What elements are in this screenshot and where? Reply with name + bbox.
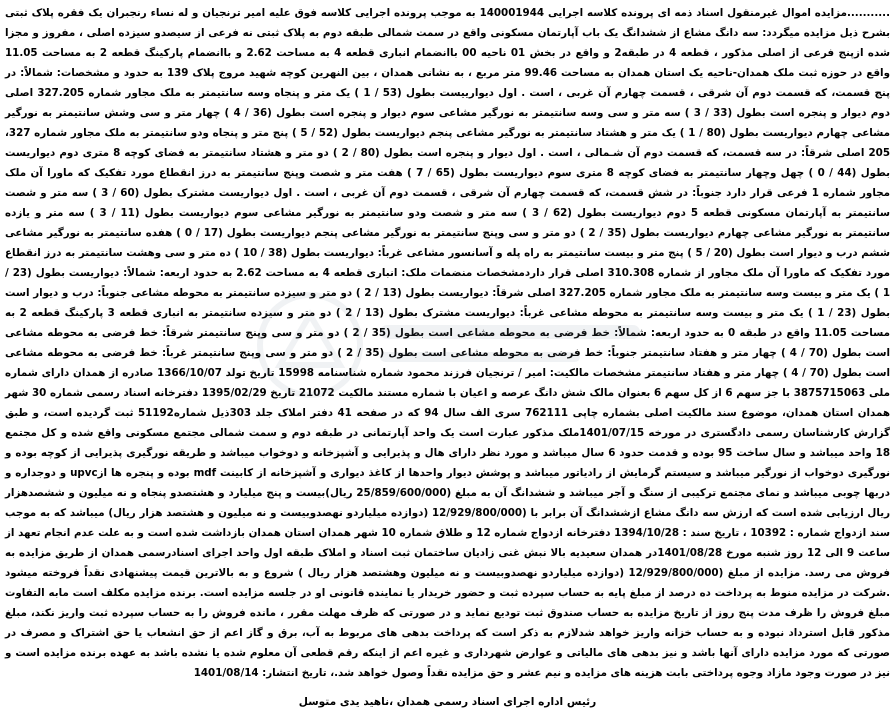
notice-body: ...........مزایده اموال غیرمنقول اسناد ذمه ای پرونده کلاسه اجرایی 140001944 به موجب پرونده اجرایی کلاسه فوق علیه امیر ترنجیان و له نساء رنجبران یک فقره پلاک ثبتی بشرح ذیل مزایده میگردد: سه دانگ مشاع از ششدانگ یک باب آپارتمان مسکونی واقع در سمت شمالی طبقه دوم به پلاک ثبتی نه فرعی از سیصدو سیزده اصلی ، مفروز و مجزا شده ازپنج فرعی از اصلی مذکور ، قطعه 4 در طبقه2 و واقع در بخش 01 ناحیه 00 باانضمام انباری قطعه 4 به مساحت 2.62 و باانضمام پارکینگ قطعه 2 به مساحت 11.05 واقع در حوزه ثبت ملک همدان-ناحیه یک استان همدان به مساحت 99.46 متر مربع ، به نشانی همدان ، بین النهرین کوچه شهید مروج پلاک 139 به حدود و مشخصات: شمالاً: در پنج قسمت، که قسمت دوم آن شرقی ، قسمت چهارم آن غربی ، است . اول دیوارییست بطول (53 / 1 ) یک متر و پنجاه وسه سانتیمتر به ملک مجاور شماره 327.205 اصلی دوم دیوار و پنجره است بطول (33 / 3 ) سه متر و سی وسه سانتیمتر به نورگیر مشاعی سوم دیوار و پنجره است بطول (36 / 4 ) چهار متر و سی وشش سانتیمتر به نورگیر مشاعی چهارم دیواریست بطول (80 / 1 ) یک متر و هشتاد سانتیمتر به نورگیر مشاعی پنجم دیواریست بطول (52 / 5 ) پنج متر و پنجاه ودو سانتیمتر به ملک مجاور شماره 327، 205 اصلی شرقاً: در سه قسمت، که قسمت دوم آن شـمالی ، است . اول دیوار و پنجره است بطول (80 / 2 ) دو متر و هشتاد سانتیمتر به فضای کوچه 8 متری دوم دیواریست بطول (44 / 0 ) چهل وچهار سانتیمتر به فضای کوچه 8 متری سوم دیواریست بطول (65 / 7 ) هفت متر و شصت وپنج سانتیمتر به درز انقطاع مورد تفکیک که ماورا آن ملک مجاور شماره 1 فرعی قرار دارد جنوباً: در شش قسمت، که قسمت چهارم آن شرقی ، قسمت دوم آن غربی ، است . اول دیواریست مشترک بطول (60 / 3 ) سه متر و شصت سانتیمتر به آپارتمان مسکونی قطعه 5 دوم دیواریست بطول (62 / 3 ) سه متر و شصت ودو سانتیمتر به نورگیر مشاعی سوم دیواریست بطول (11 / 3 ) سه متر و یازده سانتیمتر به نورگیر مشاعی چهارم دیواریست بطول (35 / 2 ) دو متر و سی وپنج سانتیمتر به نورگیر مشاعی پنجم دیواریست بطول (17 / 0 ) هفده سانتیمتر به نورگیر مشاعی ششم درب و دیوار است بطول (20 / 5 ) پنج متر و بیست سانتیمتر به راه پله و آسانسور مشاعی غرباً: دیواریست بطول (38 / 10 ) ده متر و سی وهشت سانتیمتر به درز انقطاع مورد تفکیک که ماورا آن ملک مجاور از شماره 310.308 اصلی قرار داردمشخصات منضمات ملک: انباری قطعه 4 به مساحت 2.62 به حدود اربعه: شمالاً: دیواریست بطول (23 / 1 ) یک متر و بیست وسه سانتیمتر به ملک مجاور شماره 327.205 اصلی شرقاً: دیواریست بطول (13 / 2 ) دو متر و سیزده سانتیمتر به محوطه مشاعی جنوباً: درب و دیوار است بطول (23 / 1 ) یک متر و بیست وسه سانتیمتر به محوطه مشاعی غرباً: دیواریست مشترک بطول (13 / 2 ) دو متر و سیزده سانتیمتر به انباری قطعه 3 پارکینگ قطعه 2 به مساحت 11.05 واقع در طبقه 0 به حدود اربعه: شمالاً: خط فرضی به محوطه مشاعی است بطول (35 / 2 ) دو متر و سی وپنج سانتیمتر شرقاً: خط فرضی به محوطه مشاعی است بطول (70 / 4 ) چهار متر و هفتاد سانتیمتر جنوباً: خط فرضی به محوطه مشاعی است بطول (35 / 2 ) دو متر و سی وپنج سانتیمتر غرباً: خط فرضی به محوطه مشاعی است بطول (70 / 4 ) چهار متر و هفتاد سانتیمتر مشخصات مالکیت: امیر / ترنجیان فرزند محمود شماره شناسنامه 15998 تاریخ تولد 1366/10/07 صادره از همدان دارای شماره ملی 3875715063 با جز سهم 6 از کل سهم 6 بعنوان مالک شش دانگ عرصه و اعیان با شماره مستند مالکیت 21072 تاریخ 1395/02/29 دفترخانه اسناد رسمی شماره 30 شهر همدان استان همدان، موضوع سند مالکیت اصلی بشماره چاپی 762111 سری الف سال 94 که در صفحه 41 دفتر املاک جلد 303ذیل شماره51192 ثبت گردیده است، و طبق گزارش کارشناسان رسمی دادگستری در مورخه 1401/07/15ملک مذکور عبارت است یک واحد آپارتمانی در طبقه دوم و سمت شمالی مجتمع مسکونی واقع شده و کل مجتمع 18 واحد میباشد و سال ساخت 95 بوده و قدمت حدود 6 سال میباشد و مورد نظر دارای هال و پذیرایی و آشپزخانه و دوخواب میباشد و طریقه نورگیری پذیرایی از کوچه بوده و نورگیری دوخواب از نورگیر میباشد و سیستم گرمایش از رادیاتور میباشد و پوشش دیوار واحدها از کاغذ دیواری و آشپزخانه از کابینت mdf بوده و پنجره ها ازupvc و دوجداره و دربها چوبی میباشد و نمای مجتمع ترکیبی از سنگ و آجر میباشد و ششدانگ آن به مبلغ (25/859/600/000 ریال)بیست و پنج میلیارد و هشتصدو پنجاه و نه میلیون و ششصدهزار ریال ارزیابی شده است که ارزش سه دانگ مشاع ازششدانگ آن برابر با (12/929/800/000 (دوازده میلیاردو نهصدوبیست و نه میلیون و هشتصد هزار ریال) میباشد که به موجب سند ازدواج شماره : 10392 ، تاریخ سند : 1394/10/28 دفترخانه ازدواج شماره 12 و طلاق شماره 10 شهر همدان استان همدان بازداشت شده است و به علت عدم انجام تعهد از ساعت 9 الی 12 روز شنبه مورخ 1401/08/28در همدان سعیدیه بالا نبش غنی زادیان ساختمان ثبت اسناد و املاک طبقه اول واحد اجرای اسنادرسمی همدان از طریق مزایده به فروش می رسد. مزایده از مبلغ (12/929/800/000 (دوازده میلیاردو نهصدوبیست و نه میلیون وهشتصد هزار ریال ) شروع و به بالاترین قیمت پیشنهادی نقداً فروخته میشود .شرکت در مزایده منوط به پرداخت ده درصد از مبلغ پایه به حساب سپرده ثبت و حضور خریدار یا نماینده قانونی او در جلسه مزایده است. برنده مزایده مکلف است مابه التفاوت مبلغ فروش را ظرف مدت پنج روز از تاریخ مزایده به حساب صندوق ثبت تودیع نماید و در صورتی که ظرف مهلت مقرر ، مانده فروش را به حساب سپرده ثبت واریز نکند، مبلغ مذکور قابل استرداد نبوده و به حساب خزانه واریز خواهد شدلازم به ذکر است که پرداخت بدهی های مربوط به آب، برق و گاز اعم از حق انشعاب یا حق اشتراک و مصرف در صورتی که مورد مزایده دارای آنها باشد و نیز بدهی های مالیاتی و عوارض شهرداری و غیره اعم از اینکه رقم قطعی آن معلوم شده یا نشده باشد به عهده برنده مزایده است و نیز در صورت وجود مازاد وجوه پرداختی بابت هزینه های مزایده و نیم عشر و حق مزایده نقداً وصول خواهد شد.، تاریخ انتشار: 1401/08/14 xyxy=(5,7,891,679)
notice-signature: رئیس اداره اجرای اسناد رسمی همدان ،ناهید یدی متوسل xyxy=(298,696,597,708)
